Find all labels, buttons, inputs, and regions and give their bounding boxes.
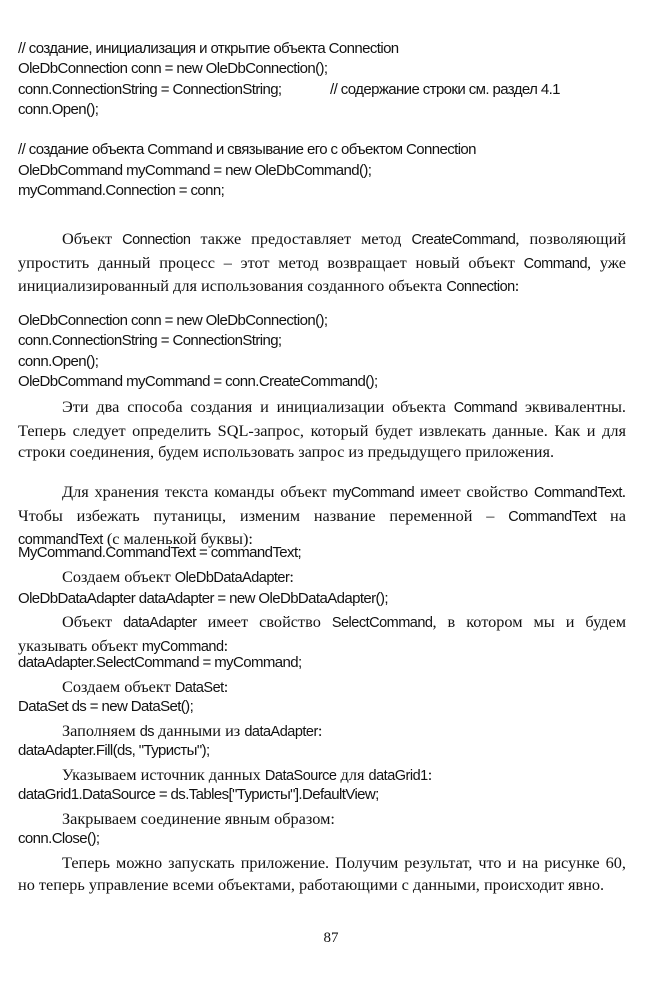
paragraph: Теперь можно запускать приложение. Получим результат, что и на рисунке 60, но теперь управление всеми объектами, работающими с данными, происходит явно. [18,853,626,894]
code-comment: // создание, инициализация и открытие объекта Connection [18,40,399,57]
code-line: OleDbConnection conn = new OleDbConnection(); [18,60,328,77]
code-line: conn.ConnectionString = ConnectionString; [18,332,282,349]
paragraph: Объект dataAdapter имеет свойство SelectCommand, в котором мы и будем указывать объект myCommand: [18,612,626,655]
code-line: conn.Close(); [18,830,100,847]
paragraph: Создаем объект OleDbDataAdapter: [62,567,294,586]
code-line: conn.Open(); [18,353,99,370]
code-line: OleDbCommand myCommand = new OleDbCommand(); [18,162,372,179]
code-line: MyCommand.CommandText = commandText; [18,544,302,561]
code-comment-inline: // содержание строки см. раздел 4.1 [330,81,560,98]
code-line: conn.Open(); [18,101,99,118]
page-number: 87 [323,930,339,946]
paragraph: Для хранения текста команды объект myCommand имеет свойство CommandText. Чтобы избежать путаницы, изменим название переменной – CommandText на commandText (с маленькой буквы): [18,482,626,549]
paragraph: Создаем объект DataSet: [62,677,229,696]
code-line: dataGrid1.DataSource = ds.Tables["Туристы"].DefaultView; [18,786,379,803]
code-line: dataAdapter.Fill(ds, "Туристы"); [18,742,210,759]
code-line: OleDbDataAdapter dataAdapter = new OleDbDataAdapter(); [18,590,388,607]
paragraph: Указываем источник данных DataSource для dataGrid1: [62,765,433,784]
code-line: OleDbConnection conn = new OleDbConnection(); [18,312,328,329]
code-comment: // создание объекта Command и связывание его с объектом Connection [18,141,476,158]
code-line: OleDbCommand myCommand = conn.CreateCommand(); [18,373,378,390]
code-line: dataAdapter.SelectCommand = myCommand; [18,654,302,671]
paragraph: Эти два способа создания и инициализации объекта Command эквивалентны. Теперь следует определить SQL-запрос, который будет извлекать данные. Как и для строки соединения, будем использовать запрос из предыдущего приложения. [18,397,626,462]
paragraph: Заполняем ds данными из dataAdapter: [62,721,323,740]
code-line: DataSet ds = new DataSet(); [18,698,194,715]
code-line: myCommand.Connection = conn; [18,182,225,199]
paragraph: Закрываем соединение явным образом: [62,809,335,828]
paragraph: Объект Connection также предоставляет метод CreateCommand, позволяющий упростить данный процесс – этот метод возвращает новый объект Command, уже инициализированный для использования созданного объекта Connection: [18,229,627,296]
code-line: conn.ConnectionString = ConnectionString; [18,81,282,98]
